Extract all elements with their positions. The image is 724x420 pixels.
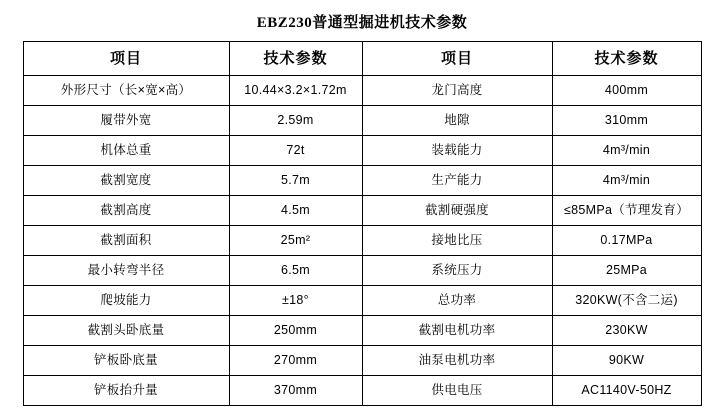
table-cell: 4m³/min: [552, 136, 701, 166]
table-row: [23, 376, 701, 406]
table-cell: 4m³/min: [552, 166, 701, 196]
table-cell: 总功率: [362, 286, 552, 316]
page-title: EBZ230普通型掘进机技术参数: [256, 15, 468, 31]
table-cell: 爬坡能力: [23, 286, 229, 316]
table-cell: 90KW: [552, 346, 701, 376]
table-row: [23, 346, 701, 376]
table-cell: ≤85MPa（节理发育）: [552, 196, 701, 226]
table-cell: 地隙: [362, 106, 552, 136]
table-row: [23, 106, 701, 136]
table-row: [23, 226, 701, 256]
table-cell: 截割宽度: [23, 166, 229, 196]
table-cell: 截割电机功率: [362, 316, 552, 346]
table-cell: 25m²: [229, 226, 362, 256]
table-row: [23, 256, 701, 286]
spec-table: [23, 41, 702, 406]
table-cell: 截割高度: [23, 196, 229, 226]
table-row: [23, 196, 701, 226]
table-cell: 5.7m: [229, 166, 362, 196]
table-cell: 外形尺寸（长×宽×高）: [23, 76, 229, 106]
table-cell: 龙门高度: [362, 76, 552, 106]
table-cell: 生产能力: [362, 166, 552, 196]
table-cell: 250mm: [229, 316, 362, 346]
table-cell: 25MPa: [552, 256, 701, 286]
table-cell: 履带外宽: [23, 106, 229, 136]
table-cell: 油泵电机功率: [362, 346, 552, 376]
table-cell: 310mm: [552, 106, 701, 136]
table-cell: 截割硬强度: [362, 196, 552, 226]
table-row: [23, 316, 701, 346]
table-cell: 铲板卧底量: [23, 346, 229, 376]
table-cell: 截割面积: [23, 226, 229, 256]
table-row: [23, 166, 701, 196]
column-header: 技术参数: [552, 42, 701, 76]
column-header: 技术参数: [229, 42, 362, 76]
table-cell: AC1140V-50HZ: [552, 376, 701, 406]
table-cell: 320KW(不含二运): [552, 286, 701, 316]
table-cell: ±18°: [229, 286, 362, 316]
table-row: [23, 76, 701, 106]
table-cell: 系统压力: [362, 256, 552, 286]
column-header: 项目: [362, 42, 552, 76]
table-cell: 供电电压: [362, 376, 552, 406]
table-cell: 0.17MPa: [552, 226, 701, 256]
table-cell: 2.59m: [229, 106, 362, 136]
table-cell: 接地比压: [362, 226, 552, 256]
table-cell: 装载能力: [362, 136, 552, 166]
table-cell: 铲板抬升量: [23, 376, 229, 406]
column-header: 项目: [23, 42, 229, 76]
table-cell: 72t: [229, 136, 362, 166]
table-cell: 最小转弯半径: [23, 256, 229, 286]
table-header-row: [23, 42, 701, 76]
table-cell: 230KW: [552, 316, 701, 346]
table-cell: 270mm: [229, 346, 362, 376]
table-cell: 截割头卧底量: [23, 316, 229, 346]
table-cell: 4.5m: [229, 196, 362, 226]
table-row: [23, 136, 701, 166]
table-cell: 370mm: [229, 376, 362, 406]
table-cell: 6.5m: [229, 256, 362, 286]
table-cell: 10.44×3.2×1.72m: [229, 76, 362, 106]
table-cell: 机体总重: [23, 136, 229, 166]
table-cell: 400mm: [552, 76, 701, 106]
table-row: [23, 286, 701, 316]
